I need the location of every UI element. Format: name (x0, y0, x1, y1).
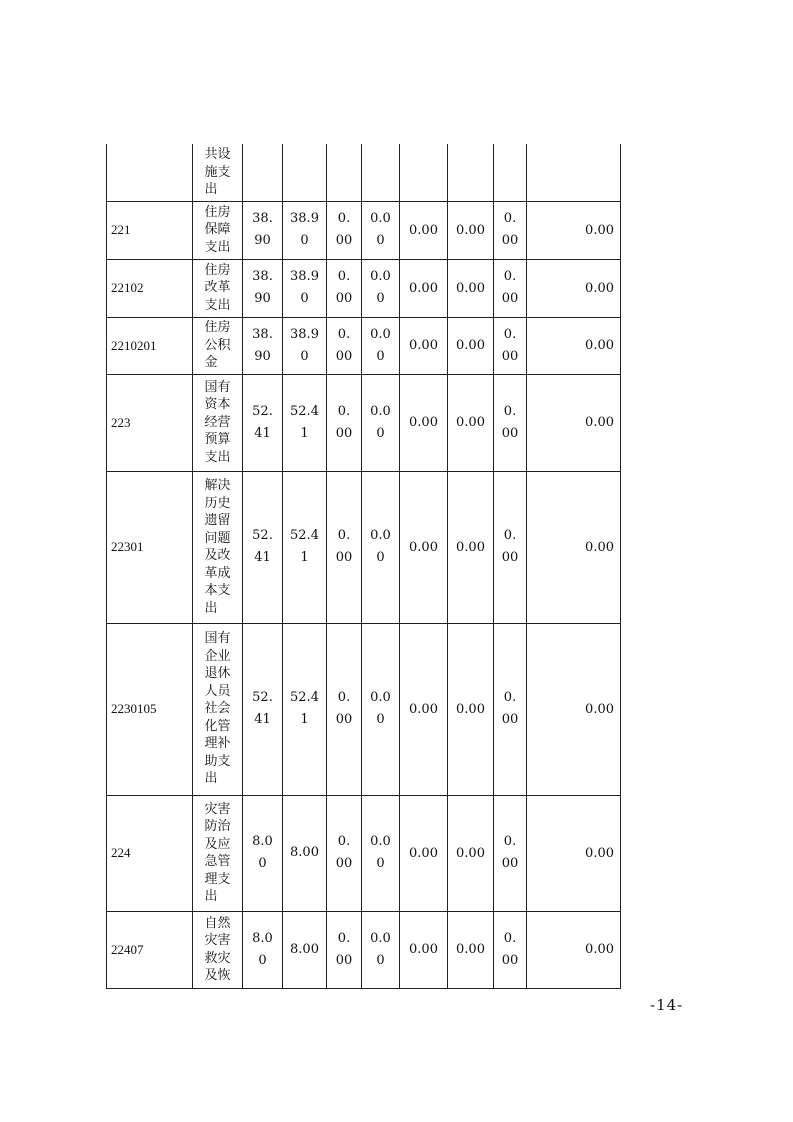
cell: 0.00 (400, 471, 448, 623)
cell: 0.00 (527, 201, 621, 259)
cell: 0.00 (448, 317, 494, 374)
subject-name: 共设施支出 (193, 144, 243, 201)
subject-code (107, 144, 193, 201)
total-cell: 38.90 (243, 317, 283, 374)
subject-name: 住房改革支出 (193, 259, 243, 317)
cell: 0.00 (494, 259, 527, 317)
cell: 0.00 (362, 259, 400, 317)
cell: 0.00 (362, 795, 400, 911)
cell: 0.00 (400, 374, 448, 471)
subject-name: 灾害防治及应急管理支出 (193, 795, 243, 911)
basic-cell: 52.41 (283, 374, 327, 471)
table-row (107, 259, 621, 317)
cell: 0.00 (448, 623, 494, 795)
cell (448, 144, 494, 201)
cell: 0.00 (448, 259, 494, 317)
table-row (107, 144, 621, 201)
cell: 0.00 (448, 795, 494, 911)
cell: 0.00 (400, 623, 448, 795)
cell: 0.00 (448, 471, 494, 623)
total-cell: 52.41 (243, 623, 283, 795)
cell: 0.00 (527, 911, 621, 988)
cell: 0.00 (494, 317, 527, 374)
cell: 0.00 (400, 911, 448, 988)
cell: 0.00 (527, 374, 621, 471)
cell: 0.00 (448, 201, 494, 259)
cell: 0.00 (527, 623, 621, 795)
project-cell: 0.00 (327, 795, 362, 911)
basic-cell: 38.90 (283, 317, 327, 374)
subject-name: 住房保障支出 (193, 201, 243, 259)
subject-code: 2230105 (107, 623, 193, 795)
table-row (107, 317, 621, 374)
basic-cell: 8.00 (283, 911, 327, 988)
cell: 0.00 (400, 259, 448, 317)
table-row (107, 201, 621, 259)
subject-name: 国有资本经营预算支出 (193, 374, 243, 471)
cell (362, 144, 400, 201)
basic-cell: 8.00 (283, 795, 327, 911)
cell: 0.00 (400, 201, 448, 259)
subject-code: 22301 (107, 471, 193, 623)
total-cell: 52.41 (243, 471, 283, 623)
subject-name: 住房公积金 (193, 317, 243, 374)
cell (494, 144, 527, 201)
cell: 0.00 (362, 201, 400, 259)
cell: 0.00 (527, 471, 621, 623)
project-cell: 0.00 (327, 911, 362, 988)
subject-code: 224 (107, 795, 193, 911)
table-row (107, 471, 621, 623)
basic-cell: 52.41 (283, 471, 327, 623)
project-cell: 0.00 (327, 259, 362, 317)
cell: 0.00 (494, 795, 527, 911)
cell: 0.00 (400, 795, 448, 911)
total-cell: 52.41 (243, 374, 283, 471)
page-number: -14- (650, 996, 684, 1014)
subject-code: 22407 (107, 911, 193, 988)
project-cell: 0.00 (327, 317, 362, 374)
total-cell (243, 144, 283, 201)
basic-cell: 38.90 (283, 201, 327, 259)
project-cell (327, 144, 362, 201)
subject-code: 223 (107, 374, 193, 471)
total-cell: 8.00 (243, 795, 283, 911)
cell: 0.00 (527, 795, 621, 911)
cell: 0.00 (362, 911, 400, 988)
cell: 0.00 (527, 317, 621, 374)
project-cell: 0.00 (327, 374, 362, 471)
basic-cell: 38.90 (283, 259, 327, 317)
subject-code: 221 (107, 201, 193, 259)
subject-name: 自然灾害救灾及恢 (193, 911, 243, 988)
cell: 0.00 (362, 317, 400, 374)
budget-table (106, 144, 621, 989)
cell: 0.00 (448, 374, 494, 471)
project-cell: 0.00 (327, 623, 362, 795)
table-row (107, 795, 621, 911)
cell: 0.00 (494, 911, 527, 988)
cell: 0.00 (362, 471, 400, 623)
cell (400, 144, 448, 201)
table-row (107, 623, 621, 795)
project-cell: 0.00 (327, 201, 362, 259)
basic-cell (283, 144, 327, 201)
cell: 0.00 (494, 374, 527, 471)
total-cell: 8.00 (243, 911, 283, 988)
cell: 0.00 (527, 259, 621, 317)
cell: 0.00 (448, 911, 494, 988)
cell: 0.00 (494, 471, 527, 623)
cell (527, 144, 621, 201)
total-cell: 38.90 (243, 201, 283, 259)
basic-cell: 52.41 (283, 623, 327, 795)
cell: 0.00 (494, 201, 527, 259)
cell: 0.00 (400, 317, 448, 374)
subject-code: 22102 (107, 259, 193, 317)
cell: 0.00 (494, 623, 527, 795)
subject-name: 国有企业退休人员社会化管理补助支出 (193, 623, 243, 795)
table-row (107, 911, 621, 988)
subject-name: 解决历史遗留问题及改革成本支出 (193, 471, 243, 623)
total-cell: 38.90 (243, 259, 283, 317)
table-row (107, 374, 621, 471)
project-cell: 0.00 (327, 471, 362, 623)
cell: 0.00 (362, 623, 400, 795)
subject-code: 2210201 (107, 317, 193, 374)
cell: 0.00 (362, 374, 400, 471)
